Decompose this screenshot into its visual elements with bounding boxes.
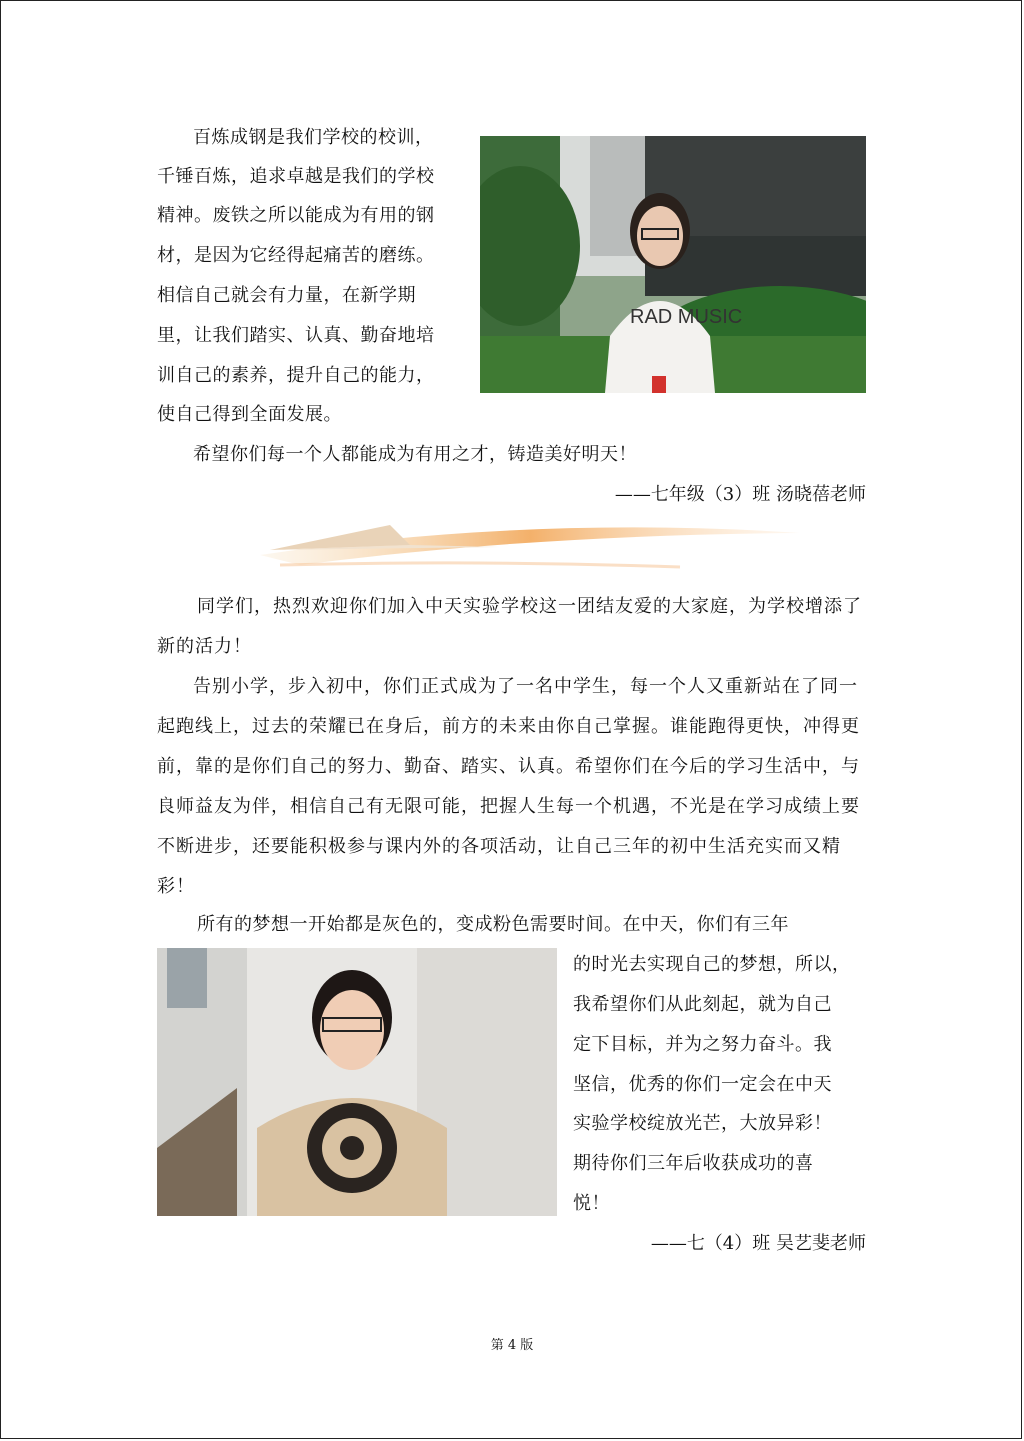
s1-line-6: 里，让我们踏实、认真、勤奋地培	[157, 325, 435, 346]
s2-paragraph-2: 告别小学，步入初中，你们正式成为了一名中学生，每一个人又重新站在了同一起跑线上，过去的荣耀已在身后，前方的未来由你自己掌握。谁能跑得更快，冲得更前，靠的是你们自己的努力、勤奋、踏实、认真。希望你们在今后的学习生活中，与良师益友为伴，相信自己有无限可能，把握人生每一个机遇，不光是在学习成绩上要不断进步，还要能积极参与课内外的各项活动，让自己三年的初中生活充实而又精彩！	[157, 676, 860, 897]
s2-wrap-line-2: 我希望你们从此刻起，就为自己	[573, 994, 832, 1015]
s1-closing: 希望你们每一个人都能成为有用之才，铸造美好明天！	[193, 444, 637, 465]
s2-signature: ——七（4）班 吴艺斐老师	[650, 1233, 866, 1254]
s2-paragraphs	[157, 587, 867, 907]
s2-wrap-line-1: 的时光去实现自己的梦想，所以，	[573, 954, 851, 975]
s1-line-7: 训自己的素养，提升自己的能力，	[157, 365, 435, 386]
paper-plane-decoration	[180, 505, 880, 585]
s2-paragraph-1: 同学们，热烈欢迎你们加入中天实验学校这一团结友爱的大家庭，为学校增添了新的活力！	[157, 596, 862, 657]
s1-line-1: 百炼成钢是我们学校的校训，	[193, 127, 434, 148]
s1-line-4: 材，是因为它经得起痛苦的磨练。	[157, 245, 435, 266]
s2-dream-intro: 所有的梦想一开始都是灰色的，变成粉色需要时间。在中天，你们有三年	[197, 914, 789, 935]
s1-line-5: 相信自己就会有力量，在新学期	[157, 285, 416, 306]
s1-line-3: 精神。废铁之所以能成为有用的钢	[157, 205, 435, 226]
student-photo	[480, 136, 866, 393]
s1-line-8: 使自己得到全面发展。	[157, 404, 342, 425]
s1-signature: ——七年级（3）班 汤晓蓓老师	[614, 484, 866, 505]
s1-line-2: 千锤百炼，追求卓越是我们的学校	[157, 166, 435, 187]
s2-wrap-line-3: 定下目标，并为之努力奋斗。我	[573, 1034, 832, 1055]
s2-wrap-line-7: 悦！	[573, 1193, 610, 1214]
teacher-photo	[157, 948, 557, 1216]
s2-wrap-line-4: 坚信，优秀的你们一定会在中天	[573, 1074, 832, 1095]
shirt-text: RAD MUSIC	[630, 306, 743, 328]
s2-wrap-line-5: 实验学校绽放光芒，大放异彩！	[573, 1113, 832, 1134]
page-number: 第 4 版	[490, 1338, 534, 1353]
s2-wrap-line-6: 期待你们三年后收获成功的喜	[573, 1153, 814, 1174]
